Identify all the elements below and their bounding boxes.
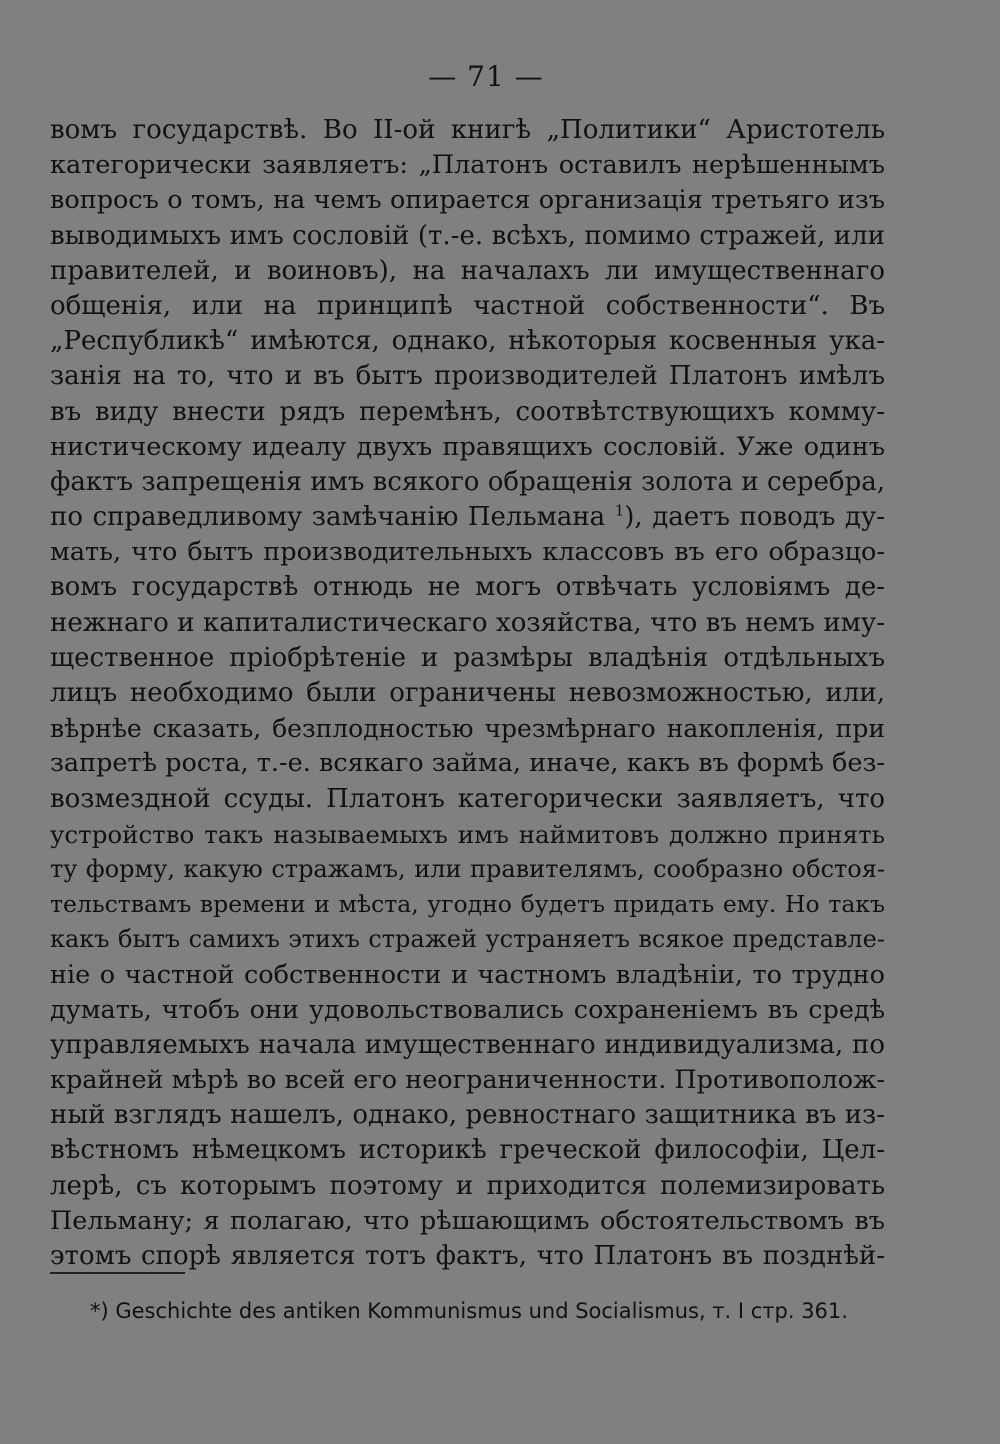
text-line: занія на то, что и въ бытъ производителей Платонъ имѣлъ	[50, 361, 885, 392]
text-line-with-footnote-ref	[50, 500, 885, 535]
footnote-reference: 1	[614, 501, 625, 520]
text-line: ный взглядъ нашелъ, однако, ревностнаго защитника въ из-	[50, 1100, 885, 1131]
text-line: устройство такъ называемыхъ имъ наймитовъ должно принять	[50, 819, 885, 849]
text-line: ту форму, какую стражамъ, или правителямъ, сообразно обстоя-	[50, 854, 885, 883]
text-line: лерѣ, съ которымъ поэтому и приходится полемизировать	[50, 1170, 885, 1201]
text-line: Пельману; я полагаю, что рѣшающимъ обстоятельствомъ въ	[50, 1205, 885, 1236]
text-line: этомъ спорѣ является тотъ фактъ, что Платонъ въ позднѣй-	[50, 1241, 885, 1271]
text-line: выводимыхъ имъ сословій (т.-е. всѣхъ, помимо стражей, или	[50, 220, 885, 251]
text-line: нежнаго и капиталистическаго хозяйства, что въ немъ иму-	[50, 607, 885, 638]
text-line: вомъ государствѣ. Во II-ой книгѣ „Политики“ Аристотель	[50, 115, 885, 145]
text-line: категорически заявляетъ: „Платонъ оставилъ нерѣшеннымъ	[50, 150, 885, 181]
text-line: вѣстномъ нѣмецкомъ историкѣ греческой философіи, Цел-	[50, 1135, 885, 1166]
text-line: крайней мѣрѣ во всей его неограниченности. Противополож-	[50, 1065, 885, 1096]
text-line: ніе о частной собственности и частномъ владѣніи, то трудно	[50, 959, 885, 990]
text-line: управляемыхъ начала имущественнаго индивидуализма, по	[50, 1029, 885, 1060]
text-line: тельствамъ времени и мѣста, угодно будетъ придать ему. Но такъ	[50, 890, 885, 919]
text-line: лицъ необходимо были ограничены невозможностью, или,	[50, 678, 885, 708]
text-line: вопросъ о томъ, на чемъ опирается организація третьяго изъ	[50, 185, 885, 216]
text-line: возмездной ссуды. Платонъ категорически заявляетъ, что	[50, 783, 885, 814]
text-line: какъ бытъ самихъ этихъ стражей устраняетъ всякое представле-	[50, 925, 885, 954]
text-line: въ виду внести рядъ перемѣнъ, соотвѣтствующихъ комму-	[50, 396, 885, 427]
body-text	[50, 113, 885, 1274]
page-number: — 71 —	[428, 60, 544, 93]
text-line-end: ), даетъ поводъ ду-	[624, 502, 885, 533]
footnote-divider	[50, 1272, 185, 1274]
text-line: запретѣ роста, т.-е. всякаго займа, иначе, какъ въ формѣ без-	[50, 748, 885, 779]
text-line: общенія, или на принципѣ частной собственности“. Въ	[50, 290, 885, 321]
text-line: вѣрнѣе сказать, безплодностью чрезмѣрнаго накопленія, при	[50, 714, 885, 744]
text-line: „Республикѣ“ имѣются, однако, нѣкоторыя косвенныя ука-	[50, 326, 885, 357]
text-line: мать, что бытъ производительныхъ классовъ въ его образцо-	[50, 537, 885, 568]
text-line: фактъ запрещенія имъ всякого обращенія золота и серебра,	[50, 466, 885, 497]
text-line: думать, чтобъ они удовольствовались сохраненіемъ въ средѣ	[50, 994, 885, 1025]
text-line-start: по справедливому замѣчанію Пельмана	[50, 502, 606, 533]
text-line: правителей, и воиновъ), на началахъ ли имущественнаго	[50, 255, 885, 286]
text-line: щественное пріобрѣтеніе и размѣры владѣнія отдѣльныхъ	[50, 642, 885, 673]
footnote: *) Geschichte des antiken Kommunismus und Socialismus, т. I стр. 361.	[90, 1299, 848, 1323]
text-line: нистическому идеалу двухъ правящихъ сословій. Уже одинъ	[50, 431, 885, 462]
text-line: вомъ государствѣ отнюдь не могъ отвѣчать условіямъ де-	[50, 572, 885, 603]
